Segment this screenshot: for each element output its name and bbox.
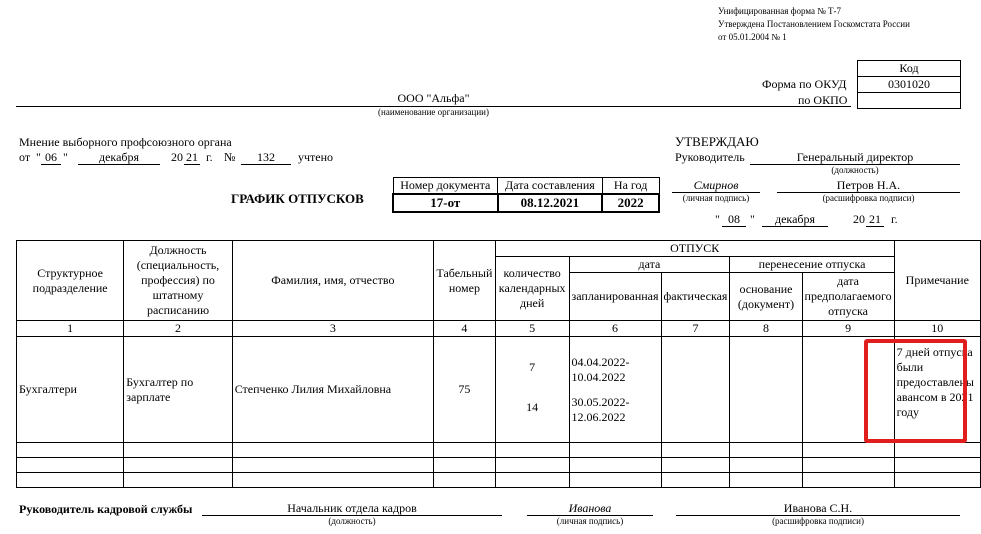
header-dept: Структурное подразделение [17, 241, 124, 321]
approve-signature: Смирнов [693, 178, 739, 192]
form-header-line3: от 05.01.2004 № 1 [718, 32, 787, 42]
document-info-table [392, 177, 660, 213]
form-header-line1: Унифицированная форма № Т-7 [718, 6, 842, 16]
union-month: декабря [98, 150, 140, 164]
vacation-schedule-table [16, 240, 981, 488]
union-from: от [19, 150, 31, 164]
codes-table [857, 60, 961, 109]
approve-year: 21 [869, 212, 881, 226]
header-position: Должность (специальность, профессия) по штатному расписанию [124, 241, 232, 321]
column-numbers-row: 1 2 3 4 5 6 7 8 9 10 [17, 321, 981, 337]
doc-date-header: Дата составления [498, 178, 603, 195]
okud-value: 0301020 [858, 77, 961, 93]
header-days: количество календарных дней [495, 257, 569, 321]
cell-note: 7 дней отпуска были предоставлены авансом в 2021 году [894, 337, 980, 443]
note-highlight-box [864, 339, 967, 443]
header-basis: основание (документ) [730, 273, 802, 321]
approve-title: УТВЕРЖДАЮ [675, 134, 759, 149]
doc-number: 17-от [393, 194, 498, 212]
union-accounted: учтено [298, 150, 334, 164]
approve-month: декабря [774, 212, 816, 226]
cell-dept: Бухгалтери [17, 337, 124, 443]
doc-year: 2022 [602, 194, 659, 212]
organization-caption: (наименование организации) [378, 107, 489, 117]
cell-name: Степченко Лилия Михайловна [232, 337, 433, 443]
doc-year-header: На год [602, 178, 659, 195]
approve-name: Петров Н.А. [836, 178, 901, 192]
cell-planned: 04.04.2022-10.04.2022 30.05.2022-12.06.2022 [569, 337, 661, 443]
okud-label: Форма по ОКУД [762, 77, 847, 91]
union-year: 21 [186, 150, 198, 164]
approve-position: Генеральный директор [796, 150, 914, 164]
table-row [17, 337, 981, 443]
document-title: ГРАФИК ОТПУСКОВ [231, 191, 364, 206]
empty-row [17, 458, 981, 473]
header-name: Фамилия, имя, отчество [232, 241, 433, 321]
okpo-value [858, 93, 961, 109]
footer-signature: Иванова [568, 501, 612, 515]
approve-day: 08 [728, 212, 740, 226]
footer-label: Руководитель кадровой службы [19, 502, 193, 516]
header-planned: запланированная [569, 273, 661, 321]
cell-basis [730, 337, 802, 443]
footer-name: Иванова С.Н. [783, 501, 853, 515]
header-date: дата [569, 257, 730, 273]
cell-days: 7 14 [495, 337, 569, 443]
empty-row [17, 443, 981, 458]
header-transfer: перенесение отпуска [730, 257, 894, 273]
doc-number-header: Номер документа [393, 178, 498, 195]
form-header-line2: Утверждена Постановлением Госкомстата России [718, 19, 910, 29]
union-text: Мнение выборного профсоюзного органа [19, 135, 232, 149]
doc-date: 08.12.2021 [498, 194, 603, 212]
header-actual: фактическая [661, 273, 730, 321]
union-day: 06 [45, 150, 57, 164]
empty-row [17, 473, 981, 488]
footer-position: Начальник отдела кадров [287, 501, 417, 515]
header-vacation: ОТПУСК [495, 241, 894, 257]
union-number: 132 [257, 150, 275, 164]
header-note: Примечание [894, 241, 980, 321]
kod-label: Код [858, 61, 961, 77]
cell-actual [661, 337, 730, 443]
header-tab: Табельный номер [434, 241, 496, 321]
header-expected: дата предполагаемого отпуска [802, 273, 894, 321]
cell-tab: 75 [434, 337, 496, 443]
organization-name: ООО "Альфа" [397, 91, 470, 105]
okpo-label: по ОКПО [798, 93, 848, 107]
cell-position: Бухгалтер по зарплате [124, 337, 232, 443]
approve-head-label: Руководитель [675, 150, 745, 164]
